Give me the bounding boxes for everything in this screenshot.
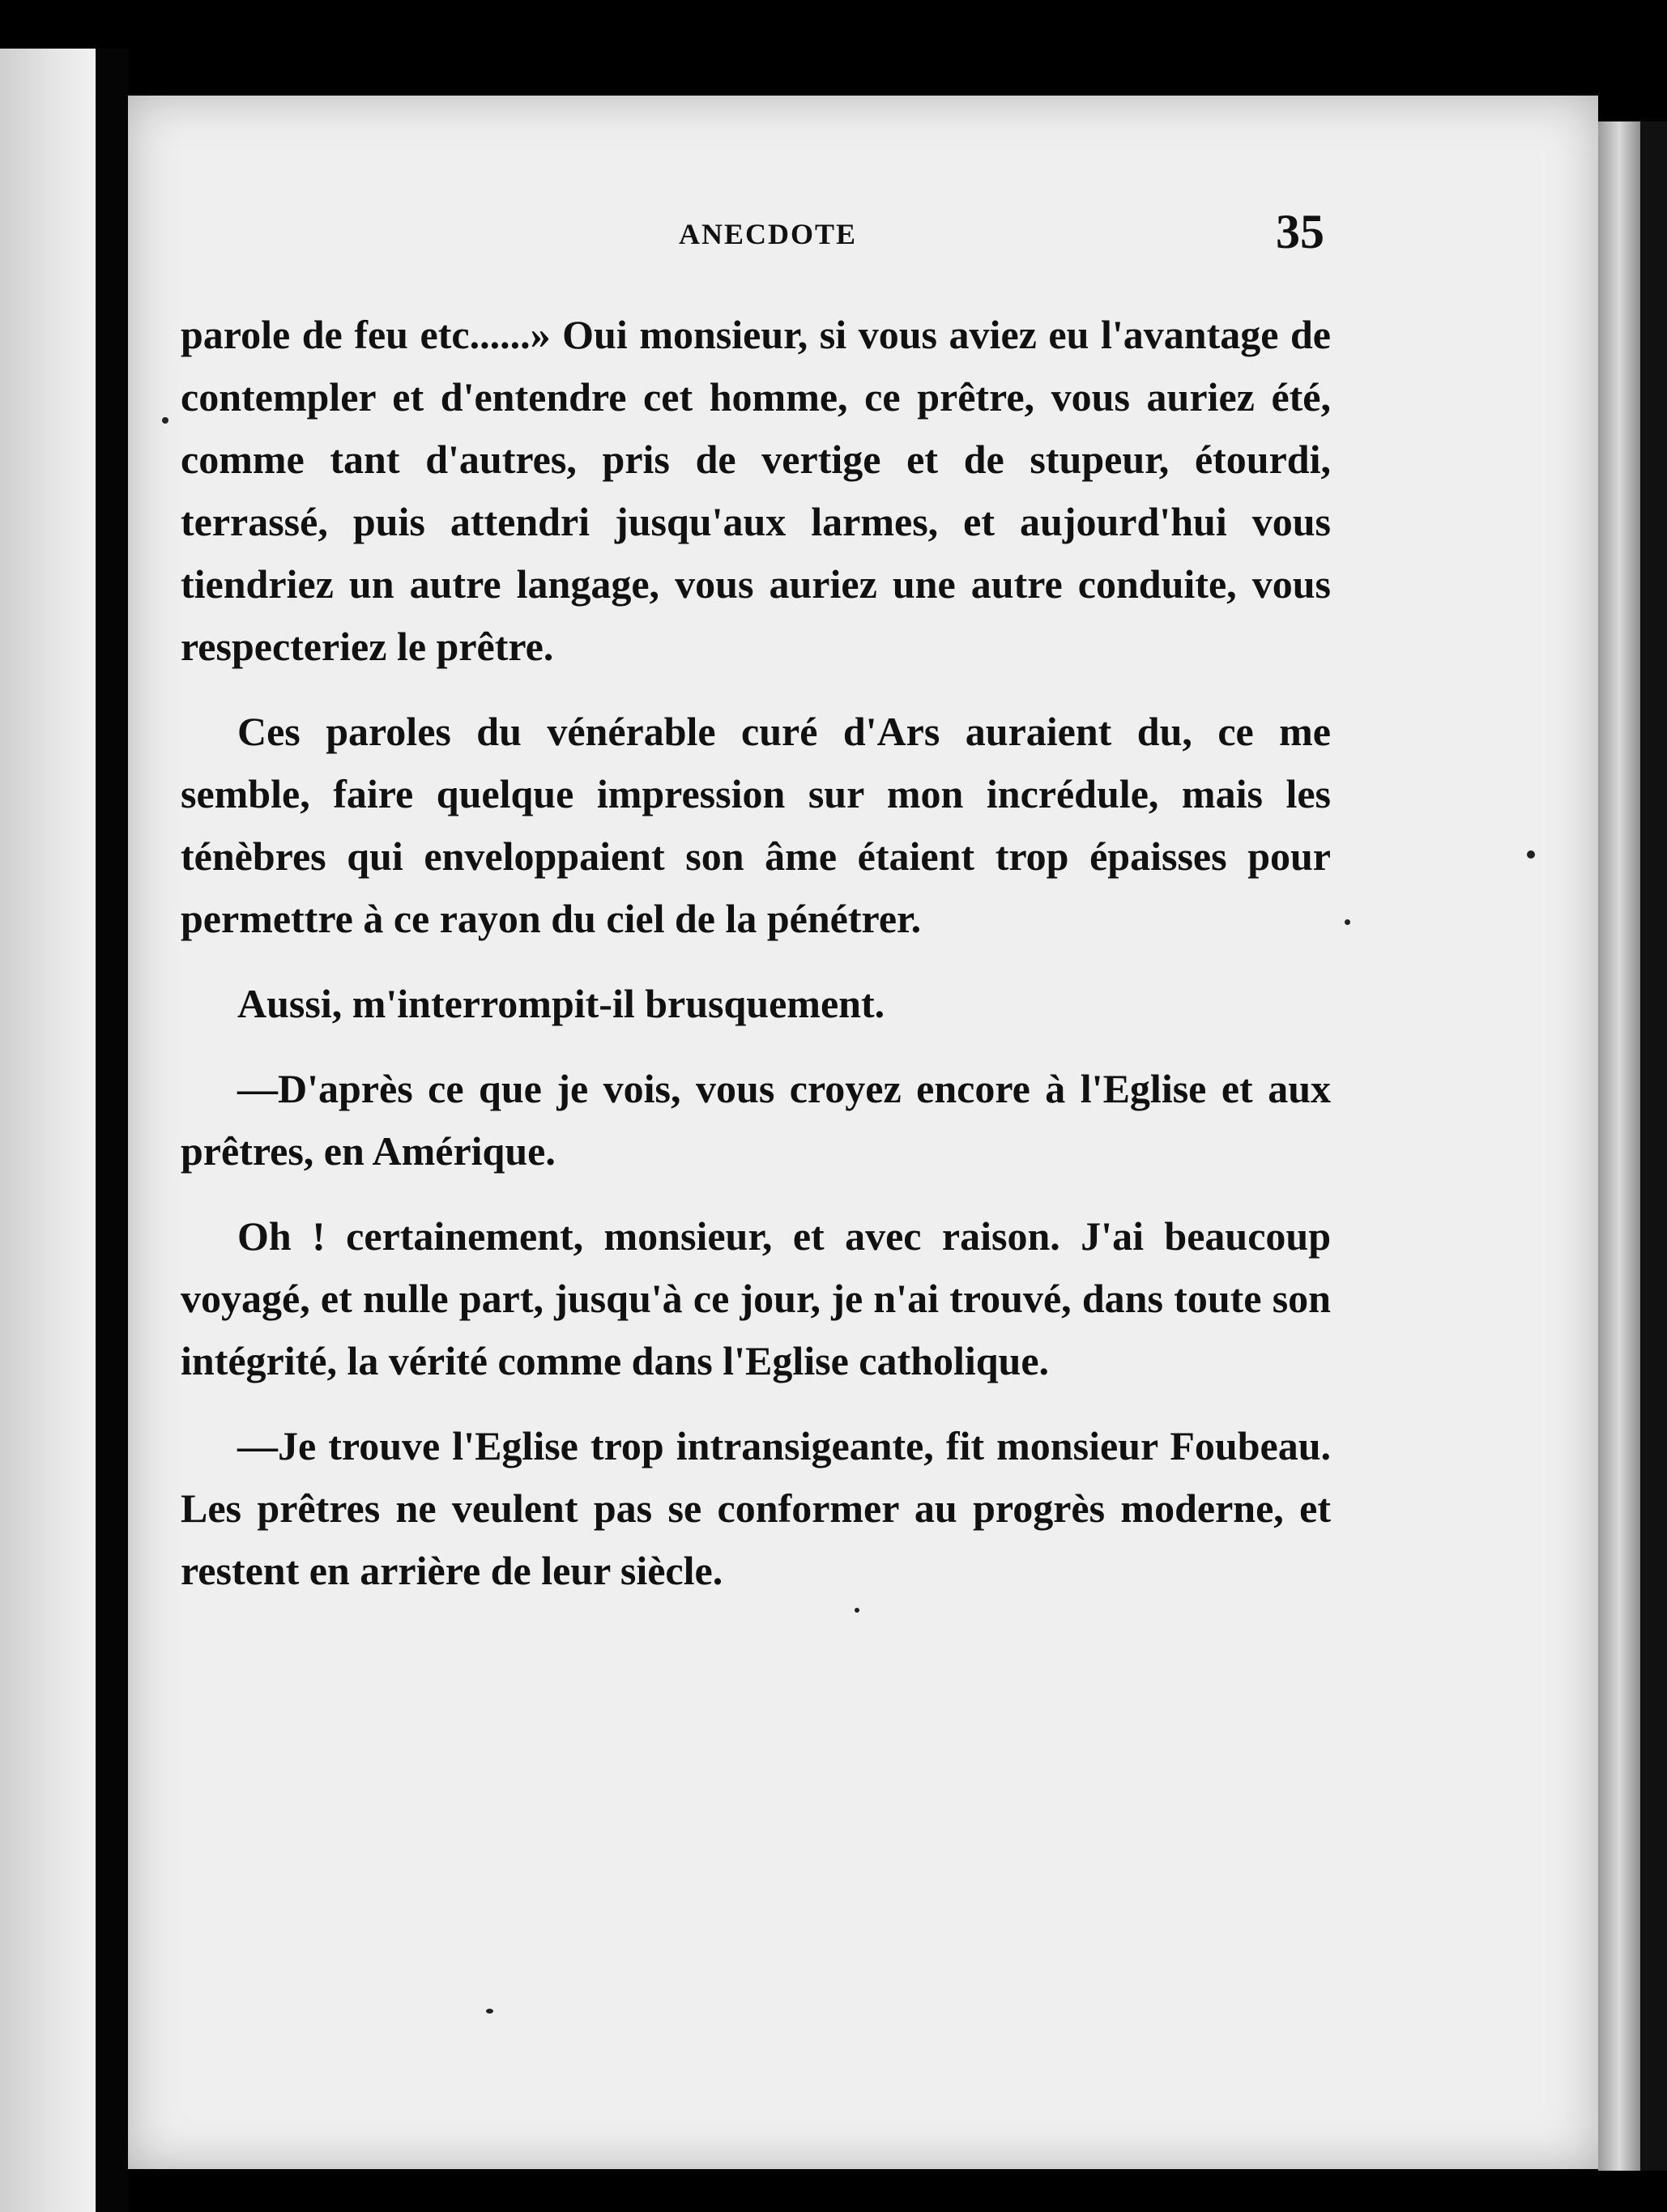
scan-speck xyxy=(1527,850,1535,859)
paragraph-6: —Je trouve l'Eglise trop intransigeante, fit monsieur Foubeau. Les prêtres ne veulent pas se conformer au progrès moderne, et restent en arrière de leur siècle. xyxy=(181,1423,1331,1593)
paragraph-4: —D'après ce que je vois, vous croyez encore à l'Eglise et aux prêtres, en Amérique. xyxy=(181,1066,1331,1174)
scan-speck xyxy=(855,1608,859,1613)
running-head: ANECDOTE xyxy=(679,218,858,250)
right-scan-border xyxy=(1640,121,1667,2171)
body-text xyxy=(181,304,1331,1625)
scan-speck xyxy=(162,417,168,424)
paragraph-1: parole de feu etc......» Oui monsieur, si vous aviez eu l'avantage de contempler et d'entendre cet homme, ce prêtre, vous auriez été, comme tant d'autres, pris de vertige et de stupeur, étourdi, terrassé, puis attendri jusqu'aux larmes, et aujourd'hui vous tiendriez un autre langage, vous auriez une autre conduite, vous respecteriez le prêtre. xyxy=(181,312,1331,669)
left-page-edge xyxy=(0,49,96,2212)
right-page-edge xyxy=(1598,121,1640,2171)
scan-speck xyxy=(1345,919,1350,925)
page-number: 35 xyxy=(1276,205,1324,258)
scan-speck xyxy=(486,2009,493,2014)
book-gutter xyxy=(96,49,128,2212)
paragraph-5: Oh ! certainement, monsieur, et avec raison. J'ai beaucoup voyagé, et nulle part, jusqu'à ce jour, je n'ai trouvé, dans toute son intégrité, la vérité comme dans l'Eglise catholique. xyxy=(181,1213,1331,1383)
paragraph-3: Aussi, m'interrompit-il brusquement. xyxy=(237,981,885,1026)
paragraph-2: Ces paroles du vénérable curé d'Ars auraient du, ce me semble, faire quelque impression sur mon incrédule, mais les ténèbres qui enveloppaient son âme étaient trop épaisses pour permettre à ce rayon du ciel de la pénétrer. xyxy=(181,709,1331,941)
